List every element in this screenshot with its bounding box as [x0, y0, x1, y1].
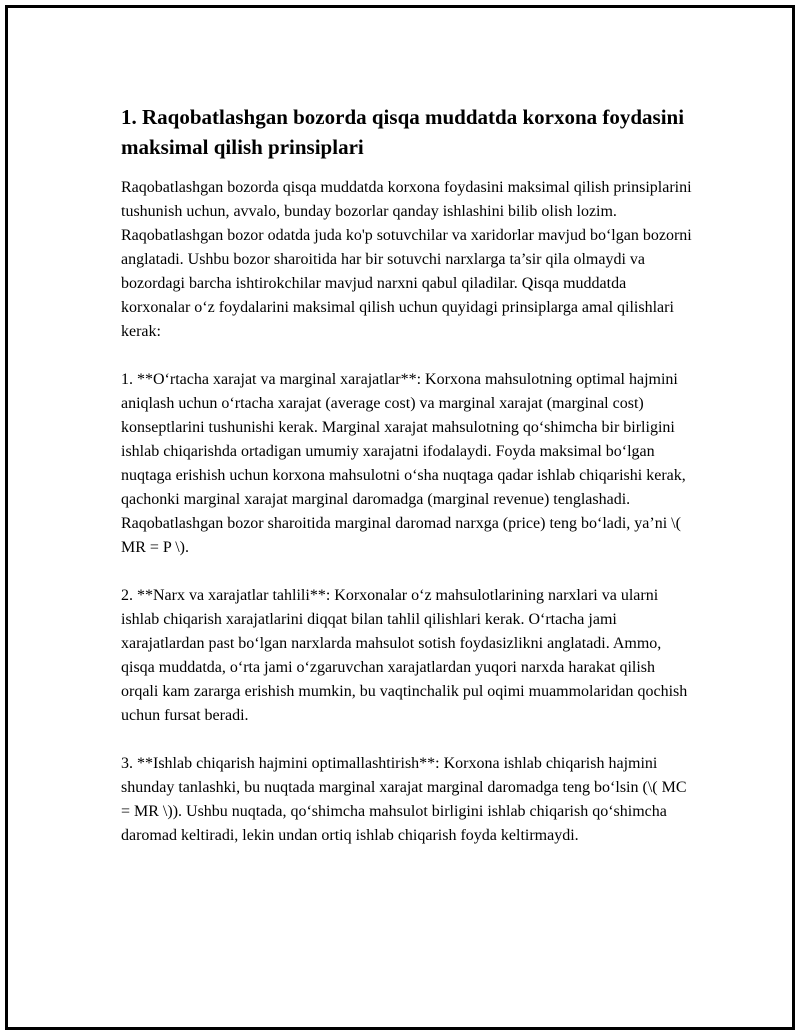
principle-3-paragraph: 3. **Ishlab chiqarish hajmini optimallashtirish**: Korxona ishlab chiqarish hajmini shunday tanlashki, bu nuqtada marginal xarajat marginal daromadga teng bo‘lsin (\( MC = MR \)). Ushbu nuqtada, qo‘shimcha mahsulot birligini ishlab chiqarish qo‘shimcha daromad keltiradi, lekin undan ortiq ishlab chiqarish foyda keltirmaydi. — [121, 755, 687, 844]
principle-1-paragraph: 1. **O‘rtacha xarajat va marginal xarajatlar**: Korxona mahsulotning optimal hajmini aniqlash uchun o‘rtacha xarajat (average cost) va marginal xarajat (marginal cost) konseptlarini tushunishi kerak. Marginal xarajat mahsulotning qo‘shimcha bir birligini ishlab chiqarishda ortadigan umumiy xarajatni ifodalaydi. Foyda maksimal bo‘lgan nuqtaga erishish uchun korxona mahsulotni o‘sha nuqtaga qadar ishlab chiqarishi kerak, qachonki marginal xarajat marginal daromadga (marginal revenue) tenglashadi. Raqobatlashgan bozor sharoitida marginal daromad narxga (price) teng bo‘ladi, ya’ni \( MR = P \). — [121, 371, 686, 556]
principle-2-paragraph: 2. **Narx va xarajatlar tahlili**: Korxonalar o‘z mahsulotlarining narxlari va ularni ishlab chiqarish xarajatlarini diqqat bilan tahlil qilishlari kerak. O‘rtacha jami xarajatlardan past bo‘lgan narxlarda mahsulot sotish foydasizlikni anglatadi. Ammo, qisqa muddatda, o‘rta jami o‘zgaruvchan xarajatlardan yuqori narxda harakat qilish orqali kam zararga erishish mumkin, bu vaqtinchalik pul oqimi muammolaridan qochish uchun fursat beradi. — [121, 587, 688, 724]
section-heading: 1. Raqobatlashgan bozorda qisqa muddatda korxona foydasini maksimal qilish prinsiplari — [121, 105, 685, 159]
intro-paragraph: Raqobatlashgan bozorda qisqa muddatda korxona foydasini maksimal qilish prinsiplarini tushunish uchun, avvalo, bunday bozorlar qanday ishlashini bilib olish lozim. Raqobatlashgan bozor odatda juda ko'p sotuvchilar va xaridorlar mavjud bo‘lgan bozorni anglatadi. Ushbu bozor sharoitida har bir sotuvchi narxlarga ta’sir qila olmaydi va bozordagi barcha ishtirokchilar mavjud narxni qabul qiladilar. Qisqa muddatda korxonalar o‘z foydalarini maksimal qilish uchun quyidagi prinsiplarga amal qilishlari kerak: — [121, 179, 692, 340]
page-frame — [5, 5, 795, 1030]
document-content — [121, 102, 696, 872]
